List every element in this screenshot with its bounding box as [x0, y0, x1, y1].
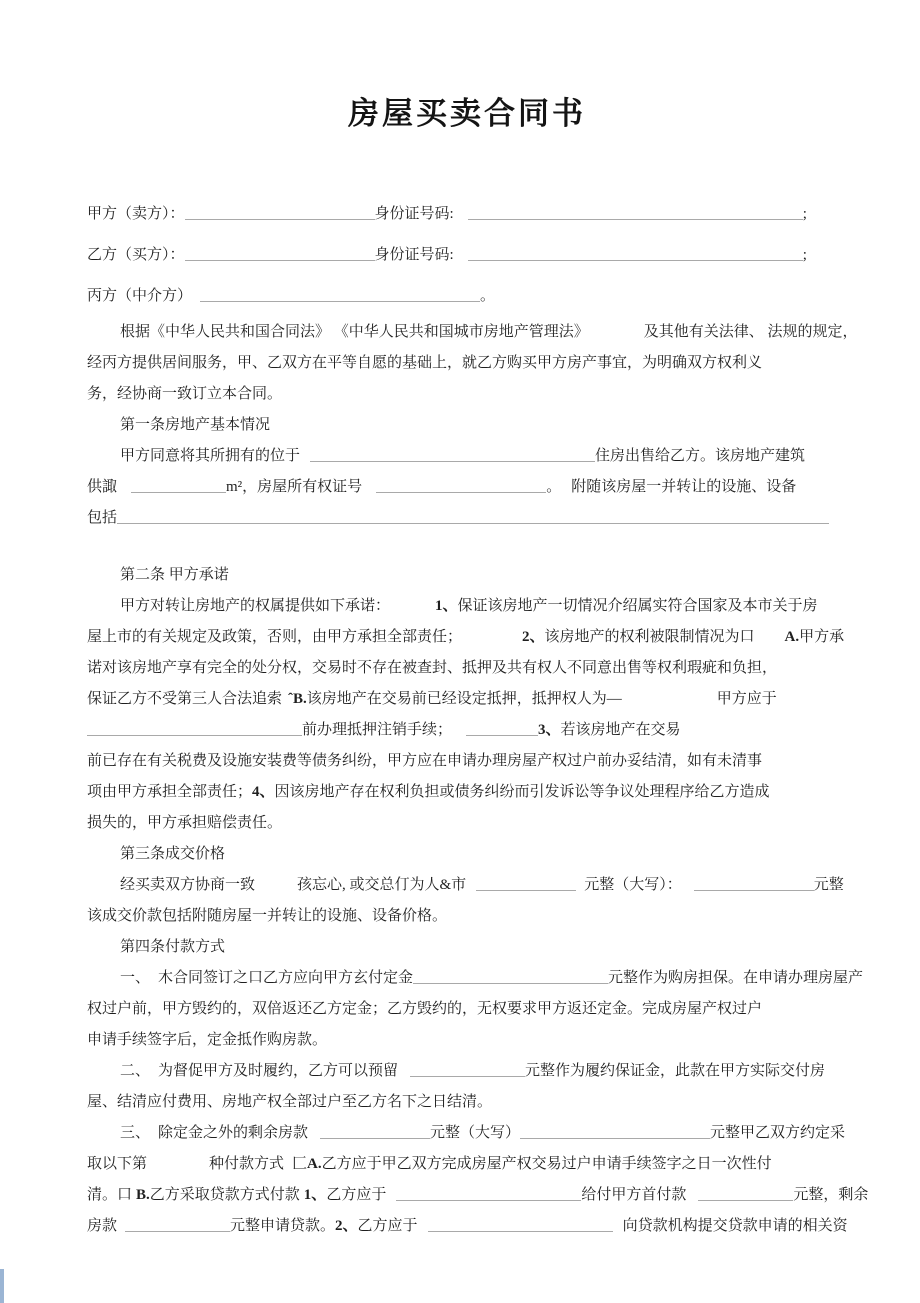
text-run: 元整 [813, 876, 844, 893]
text-run: 二、 [120, 1062, 151, 1079]
inline-spacer [117, 1229, 125, 1230]
inline-spacer [462, 640, 522, 641]
blank-fill-field [410, 1063, 525, 1077]
paragraph-line [87, 746, 847, 777]
text-run: 向贷款机构提交贷款申请的相关资 [622, 1217, 848, 1234]
bold-text-run: 2、 [522, 628, 545, 645]
text-run: 乙方（买方）： [87, 246, 185, 263]
text-run: 申请手续签字后，定金抵作购房款。 [87, 1031, 328, 1048]
paragraph-line [87, 715, 847, 746]
blank-fill-field [376, 479, 546, 493]
blank-fill-field [476, 877, 576, 891]
text-run: 元整，剩余 [793, 1186, 869, 1203]
inline-spacer [150, 981, 158, 982]
inline-spacer [454, 217, 468, 218]
text-run: 经买卖双方协商一致 [120, 876, 256, 893]
blank-fill-field [117, 510, 829, 524]
blank-fill-field [125, 1218, 230, 1232]
inline-spacer [150, 1074, 158, 1075]
paragraph-line [87, 653, 847, 684]
text-run: 元整（大写）： [584, 876, 682, 893]
text-run: 根据《中华人民共和国合同法》 《中华人民共和国城市房地产管理法》 [120, 323, 589, 340]
bold-text-run: 2、 [335, 1217, 358, 1234]
text-run: 匚 [292, 1155, 308, 1172]
blank-fill-field [520, 1125, 710, 1139]
text-run: 因该房地产存在权利负担或债务纠纷而引发诉讼等争议处理程序给乙方造成 [274, 783, 770, 800]
bold-text-run: B. [136, 1186, 150, 1203]
text-run: 项由甲方承担全部责任； [87, 783, 253, 800]
text-run: 元整作为购房担保。在申请办理房屋产 [608, 969, 864, 986]
text-run: 供諏 [87, 478, 118, 495]
paragraph-line [87, 1149, 847, 1180]
paragraph-line [87, 472, 847, 503]
blank-fill-field [310, 448, 595, 462]
text-run: 损失的，甲方承担赔偿责任。 [87, 814, 283, 831]
text-run: 甲方（卖方）： [87, 205, 185, 222]
text-run: 该成交价款包括附随房屋一并转让的设施、设备价格。 [87, 907, 448, 924]
paragraph-line [87, 503, 847, 534]
inline-spacer [755, 640, 785, 641]
paragraph-line [87, 348, 847, 379]
paragraph-line [87, 591, 847, 622]
inline-spacer [308, 1136, 320, 1137]
paragraph-line [87, 622, 847, 653]
text-run: 孩忘心, 或交总仃为人&市 [297, 876, 467, 893]
inline-spacer [390, 609, 435, 610]
inline-spacer [452, 733, 466, 734]
inline-spacer [466, 888, 476, 889]
text-run: 住房出售给乙方。该房地产建筑 [595, 447, 806, 464]
blank-fill-field [468, 206, 803, 220]
inline-spacer [284, 1167, 292, 1168]
blank-fill-field [396, 1187, 581, 1201]
text-run: 为督促甲方及时履约，乙方可以预留 [158, 1062, 399, 1079]
paragraph-line [87, 839, 847, 870]
text-run: 及其他有关法律、 法规的规定， [643, 323, 858, 340]
text-run: 甲方对转让房地产的权属提供如下承诺： [120, 597, 391, 614]
text-run: 乙方应于 [357, 1217, 418, 1234]
paragraph-line [87, 1025, 847, 1056]
text-run: 附随该房屋一并转让的设施、设备 [571, 478, 797, 495]
text-run: 该房地产在交易前已经设定抵押，抵押权人为— [306, 690, 622, 707]
blank-fill-field [413, 970, 608, 984]
bold-text-run: 1、 [303, 1186, 327, 1203]
text-run: 取以下第 [87, 1155, 148, 1172]
text-run: 除定金之外的剩余房款 [158, 1124, 309, 1141]
text-run: 甲方承 [799, 628, 845, 645]
blank-fill-field [698, 1187, 793, 1201]
bold-text-run: 4、 [252, 783, 275, 800]
text-run: 乙方采取贷款方式付款 [149, 1186, 300, 1203]
paragraph-line [87, 901, 847, 932]
text-run: 屋、结清应付费用、房地产权全部过户至乙方名下之日结清。 [87, 1093, 493, 1110]
paragraph-line [87, 963, 864, 994]
text-run: 第三条成交价格 [120, 845, 226, 862]
text-run: 乙方应于 [326, 1186, 387, 1203]
text-run: 身份证号码: [374, 205, 454, 222]
blank-fill-field [131, 479, 226, 493]
text-run: 给付甲方首付款 [581, 1186, 687, 1203]
inline-spacer [192, 299, 200, 300]
text-run: 木合同签订之口乙方应向甲方玄付定金 [158, 969, 414, 986]
blank-fill-field [466, 722, 538, 736]
inline-spacer [686, 1198, 698, 1199]
text-run: 元整申请贷款。 [230, 1217, 336, 1234]
bold-text-run: 1、 [435, 597, 458, 614]
inline-spacer [362, 490, 376, 491]
text-run: 诺对该房地产享有完全的处分权，交易时不存在被查封、抵押及共有权人不同意出售等权利瑕疵和负担， [87, 659, 778, 676]
paragraph-line [87, 317, 858, 348]
paragraph-line [87, 276, 847, 317]
text-run: 权过户前，甲方毁约的，双倍返还乙方定金；乙方毁约的，无权要求甲方返还定金。完成房屋产权过户 [87, 1000, 763, 1017]
blank-fill-field [428, 1218, 613, 1232]
text-run: 元整甲乙双方约定采 [710, 1124, 846, 1141]
text-run: m²，房屋所有权证号 [226, 478, 363, 495]
text-run: 房款 [87, 1217, 118, 1234]
paragraph-line [87, 1087, 847, 1118]
inline-spacer [147, 1167, 209, 1168]
text-run: 甲方同意将其所拥有的位于 [120, 447, 301, 464]
blank-fill-field [200, 288, 480, 302]
blank-fill-field [468, 247, 803, 261]
page-edge-artifact [0, 1269, 4, 1303]
paragraph-line [87, 441, 847, 472]
text-run: 前已存在有关税费及设施安装费等债务纠纷，甲方应在申请办理房屋产权过户前办妥结清，如有未清事 [87, 752, 763, 769]
text-run: 包括 [87, 509, 118, 526]
text-run: 务，经协商一致订立本合同。 [87, 385, 283, 402]
text-run: 元整（大写） [430, 1124, 521, 1141]
text-run: 一、 [120, 969, 151, 986]
blank-fill-field [694, 877, 814, 891]
paragraph-line [87, 194, 847, 235]
inline-spacer [255, 888, 297, 889]
inline-spacer [454, 258, 468, 259]
inline-spacer [398, 1074, 410, 1075]
text-run: 第四条付款方式 [120, 938, 226, 955]
inline-spacer [589, 335, 644, 336]
text-run: 。 [480, 287, 496, 304]
text-run: 三、 [120, 1124, 151, 1141]
blank-fill-field [320, 1125, 430, 1139]
text-run: 第二条 甲方承诺 [120, 566, 229, 583]
blank-fill-field [185, 247, 375, 261]
text-run: 甲方应于 [716, 690, 777, 707]
inline-spacer [418, 1229, 428, 1230]
paragraph-line [87, 994, 847, 1025]
text-run: 元整作为履约保证金，此款在甲方实际交付房 [525, 1062, 826, 1079]
text-run: 保证该房地产一切情况介绍属实符合国家及本市关于房 [457, 597, 818, 614]
bold-text-run: A. [307, 1155, 322, 1172]
inline-spacer [622, 702, 717, 703]
paragraph-line [87, 870, 847, 901]
text-run: 清。口 [87, 1186, 133, 1203]
text-run: 经丙方提供居间服务，甲、乙双方在平等自愿的基础上，就乙方购买甲方房产事宜，为明确双方权利义 [87, 354, 763, 371]
document-title: 房屋买卖合同书 [348, 96, 586, 131]
contract-content [87, 95, 869, 1242]
paragraph-line [87, 235, 847, 276]
paragraph-line [87, 684, 847, 715]
text-run: 。 [546, 478, 562, 495]
paragraph-line [87, 777, 847, 808]
paragraph-line [87, 560, 847, 591]
paragraph-line [87, 379, 847, 410]
inline-spacer [561, 490, 571, 491]
text-run: ; [802, 205, 807, 222]
paragraph-line [87, 1056, 847, 1087]
inline-spacer [576, 888, 584, 889]
paragraph-line [87, 1180, 869, 1211]
text-run: 种付款方式 [209, 1155, 285, 1172]
blank-fill-field [185, 206, 375, 220]
paragraph-line [87, 1211, 847, 1242]
paragraph-line [87, 410, 847, 441]
inline-spacer [117, 490, 131, 491]
text-run: 该房地产的权利被限制情况为口 [544, 628, 755, 645]
bold-text-run: A. [784, 628, 800, 645]
paragraph-line [87, 808, 847, 839]
text-run: 前办理抵押注销手续； [302, 721, 453, 738]
text-run: 丙方（中介方） [87, 287, 193, 304]
text-run: 屋上市的有关规定及政策，否则，由甲方承担全部责任； [87, 628, 463, 645]
bold-text-run: 3、 [538, 721, 561, 738]
paragraph-line [87, 1118, 847, 1149]
inline-spacer [150, 1136, 158, 1137]
text-run: 保证乙方不受第三人合法追索 [87, 690, 283, 707]
text-run: 乙方应于甲乙双方完成房屋产权交易过户申请手续签字之日一次性付 [321, 1155, 772, 1172]
inline-spacer [300, 459, 310, 460]
text-run: ; [802, 246, 807, 263]
blank-fill-field [87, 722, 302, 736]
paragraph-line [87, 932, 847, 963]
text-run: 第一条房地产基本情况 [120, 416, 271, 433]
inline-spacer [682, 888, 694, 889]
bold-text-run: ˆB. [288, 690, 307, 707]
inline-spacer [613, 1229, 623, 1230]
inline-spacer [386, 1198, 396, 1199]
text-run: 身份证号码: [374, 246, 454, 263]
text-run: 若该房地产在交易 [560, 721, 681, 738]
